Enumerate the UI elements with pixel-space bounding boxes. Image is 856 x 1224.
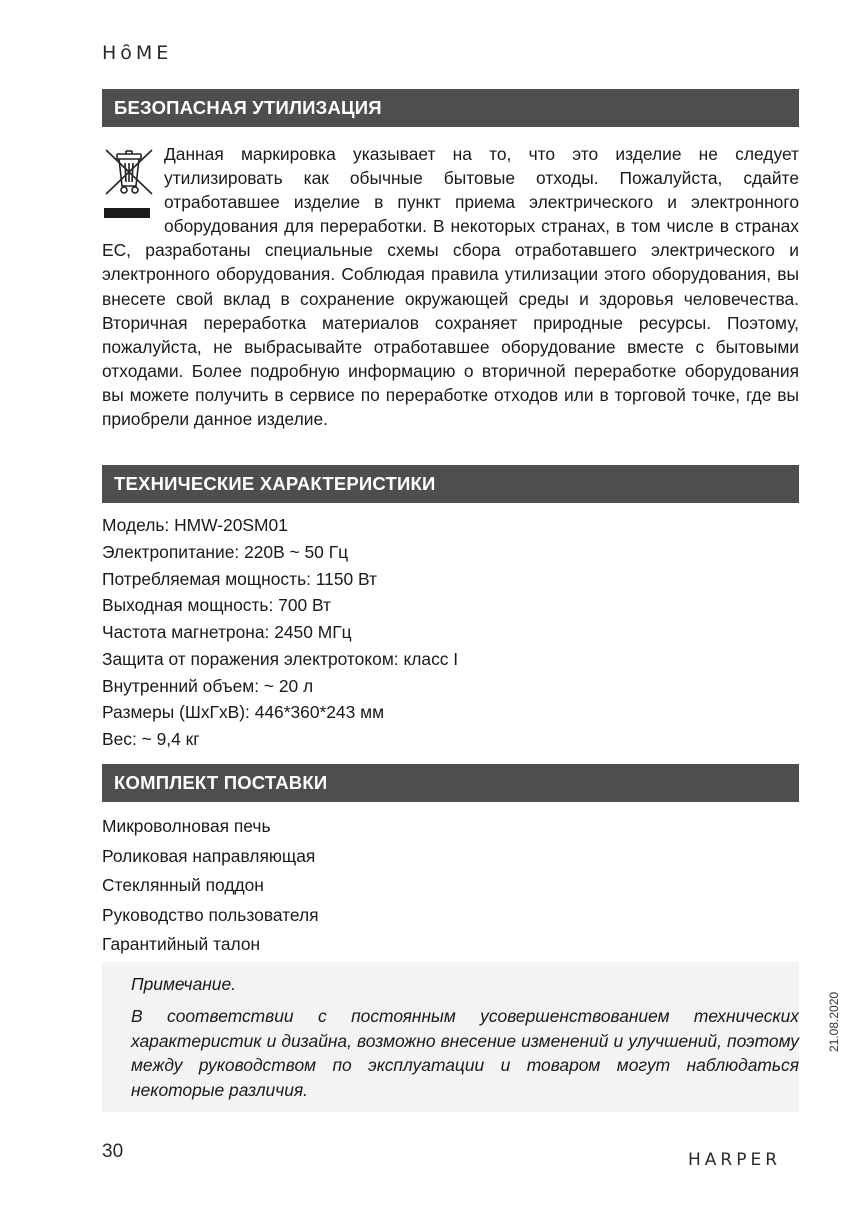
note-box — [102, 962, 799, 1112]
disposal-text: Данная маркировка указывает на то, что это изделие не следует утилизировать как обычные бытовые отходы. Пожалуйста, сдайте отработавшее изделие в пункт приема электрического и электронного оборудования для переработки. В некоторых странах, в том числе в странах ЕС, разработаны специальные схемы сбора отработавшего электрического и электронного оборудования. Соблюдая правила утилизации этого оборудования, вы внесете свой вклад в сохранение окружающей среды и здоровья человечества. Вторичная переработка материалов сохраняет природные ресурсы. Поэтому, пожалуйста, не выбрасывайте отработавшее оборудование вместе с бытовыми отходами. Более подробную информацию о вторичной переработке оборудования вы можете получить в сервисе по переработке отходов или в торговой точке, где вы приобрели данное изделие. — [102, 144, 799, 430]
spec-magnetron-frequency: Частота магнетрона: 2450 МГц — [102, 622, 352, 642]
spec-model: Модель: HMW-20SM01 — [102, 515, 288, 535]
spec-weight: Вес: ~ 9,4 кг — [102, 729, 200, 749]
kit-list — [102, 812, 319, 960]
print-date: 21.08.2020 — [827, 991, 841, 1052]
kit-item: Руководство пользователя — [102, 904, 319, 925]
spec-protection-class: Защита от поражения электротоком: класс I — [102, 648, 459, 669]
home-logo: HȏME — [102, 42, 173, 64]
spec-power-supply: Электропитание: 220В ~ 50 Гц — [102, 541, 349, 562]
kit-item: Роликовая направляющая — [102, 845, 316, 866]
harper-logo: HARPER — [688, 1150, 782, 1170]
note-text: В соответствии с постоянным усовершенствованием технических характеристик и дизайна, возможно внесение изменений и улучшений, поэтому между руководством по эксплуатации и товаром могут наблюдаться некоторые различия. — [131, 1006, 799, 1100]
crossed-bin-icon — [102, 144, 156, 224]
spec-output-power: Выходная мощность: 700 Вт — [102, 595, 331, 616]
note-title: Примечание. — [131, 974, 236, 994]
specs-section-header: ТЕХНИЧЕСКИЕ ХАРАКТЕРИСТИКИ — [102, 465, 799, 503]
disposal-section-header: БЕЗОПАСНАЯ УТИЛИЗАЦИЯ — [102, 89, 799, 127]
spec-dimensions: Размеры (ШхГхВ): 446*360*243 мм — [102, 702, 385, 723]
spec-volume: Внутренний объем: ~ 20 л — [102, 675, 314, 696]
page-number: 30 — [102, 1141, 124, 1162]
spec-power-consumption: Потребляемая мощность: 1150 Вт — [102, 568, 378, 589]
kit-item: Гарантийный талон — [102, 934, 261, 954]
disposal-paragraph — [102, 142, 799, 431]
kit-item: Микроволновая печь — [102, 816, 271, 836]
specs-list — [102, 512, 458, 753]
kit-item: Стеклянный поддон — [102, 875, 264, 895]
kit-section-header: КОМПЛЕКТ ПОСТАВКИ — [102, 764, 799, 802]
